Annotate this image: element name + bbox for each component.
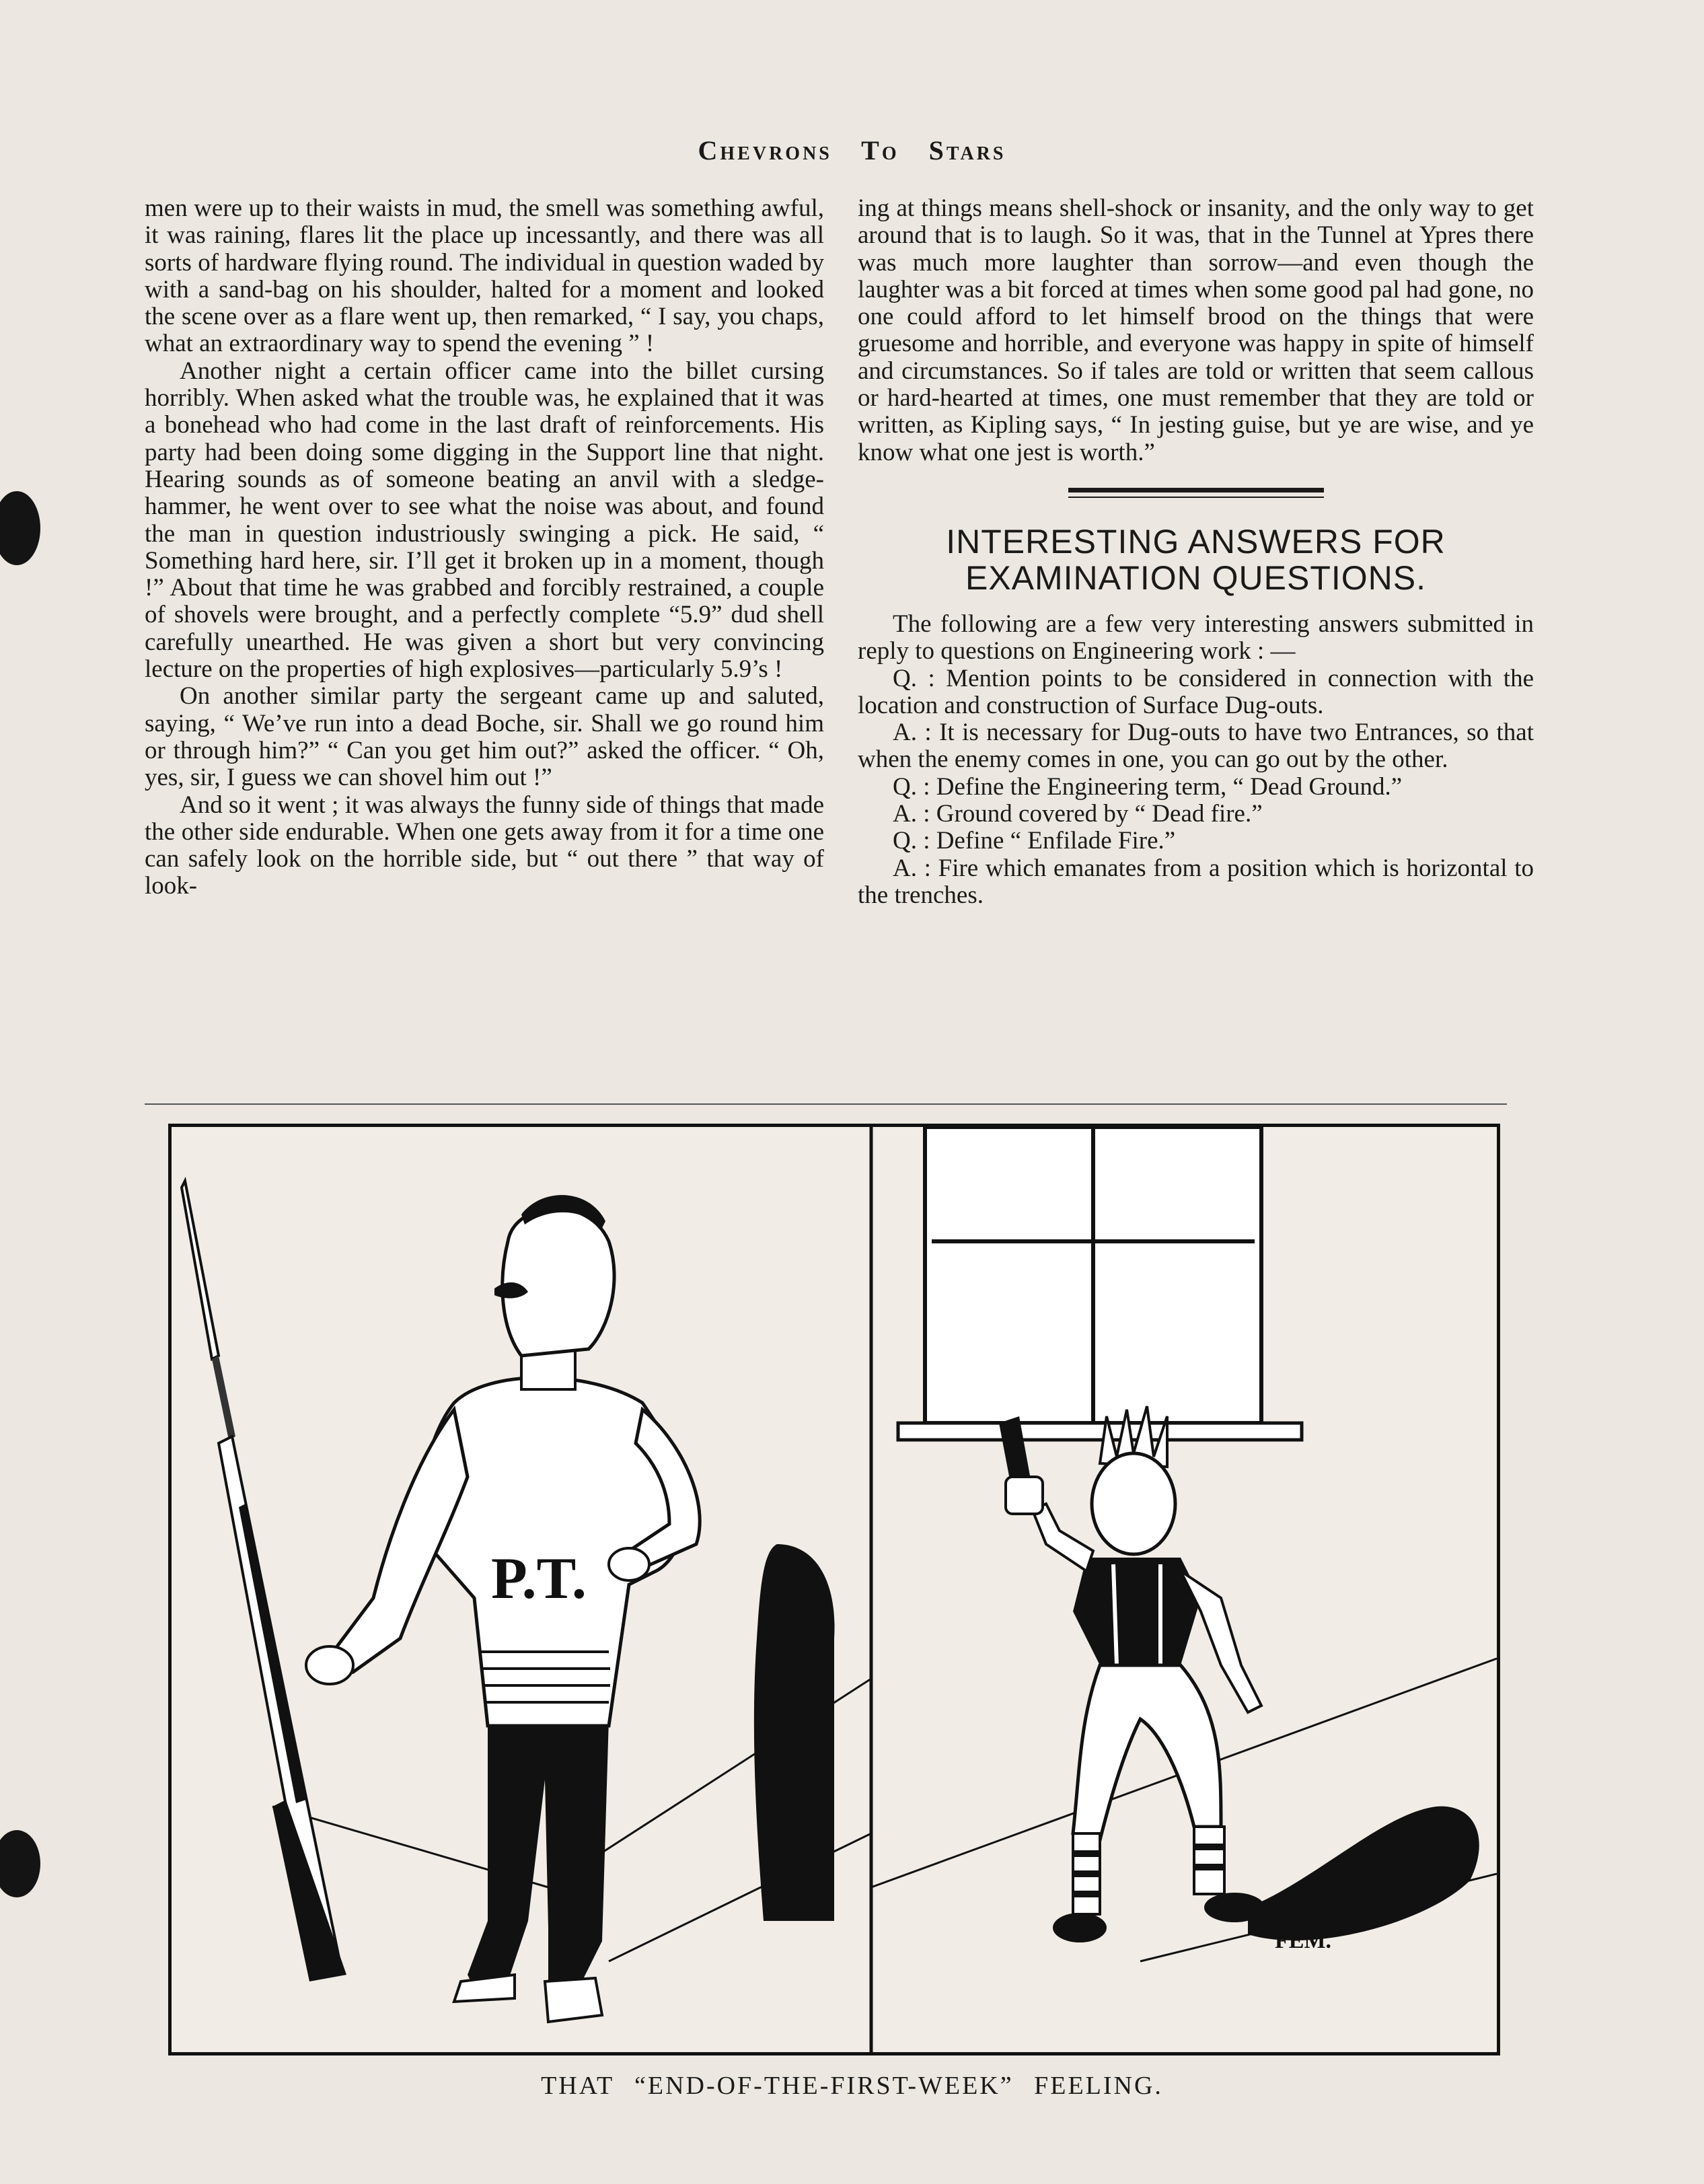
cartoon-caption: THAT “END-OF-THE-FIRST-WEEK” FEELING. — [541, 2072, 1163, 2100]
section-title-line-2: EXAMINATION QUESTIONS. — [965, 558, 1427, 597]
left-paragraph-4: And so it went ; it was always the funny side of things that made the other side endurable. When one gets away from it for a time one can safely look on the horrible side, but “ out there ” that way of look- — [145, 791, 824, 900]
right-column — [858, 195, 1534, 909]
running-head: Chevrons To Stars — [698, 135, 1006, 166]
qa-item: A. : Fire which emanates from a position which is horizontal to the trenches. — [858, 854, 1534, 909]
shirt-lettering: P.T. — [491, 1546, 587, 1611]
left-column — [145, 195, 824, 900]
qa-item: A. : Ground covered by “ Dead fire.” — [893, 800, 1263, 828]
cartoon-illustration — [168, 1124, 1500, 2055]
left-paragraph-2: Another night a certain officer came into the billet cursing horribly. When asked what the trouble was, he explained that it was a bonehead who had come in the last draft of reinforcements. His party had been doing some digging in the Support line that night. Hearing sounds as of someone beating an anvil with a sledge-hammer, he went over to see what the noise was about, and found the man in question industriously swinging a pick. He said, “ Something hard here, sir. I’ll get it broken up in a moment, though !” About that time he was grabbed and forcibly restrained, a couple of shovels were brought, and a perfectly complete “5.9” dud shell carefully unearthed. He was given a short but very convincing lecture on the properties of high explosives—particularly 5.9’s ! — [145, 357, 824, 684]
column-bottom-rule — [145, 1103, 1507, 1105]
qa-item: Q. : Define the Engineering term, “ Dead Ground.” — [893, 772, 1403, 801]
left-panel-soldier — [182, 1181, 871, 2022]
section-title-line-1: INTERESTING ANSWERS FOR — [946, 522, 1446, 560]
artist-signature: FEM. — [1275, 1928, 1332, 1953]
left-paragraph-1: men were up to their waists in mud, the smell was something awful, it was raining, flares lit the place up incessantly, and there was all sorts of hardware flying round. The individual in question waded by with a sand-bag on his shoulder, halted for a moment and looked the scene over as a flare went up, then remarked, “ I say, you chaps, what an extraordinary way to spend the evening ” ! — [145, 194, 824, 358]
left-paragraph-3: On another similar party the sergeant came up and saluted, saying, “ We’ve run into a dead Boche, sir. Shall we go round him or through him?” “ Can you get him out?” asked the officer. “ Oh, yes, sir, I guess we can shovel him out !” — [145, 682, 824, 792]
section-intro: The following are a few very interesting answers submitted in reply to questions on Engineering work : — — [858, 610, 1534, 665]
right-paragraph-intro: ing at things means shell-shock or insanity, and the only way to get around that is to laugh. So it was, that in the Tunnel at Ypres there was much more laughter than sorrow—and even though the laughter was a bit forced at times when some good pal had gone, no one could afford to let himself brood on the things that were gruesome and horrible, and everyone was happy in spite of himself and circumstances. So if tales are told or written that seem callous or hard-hearted at times, one must remember that they are told or written, as Kipling says, “ In jesting guise, but ye are wise, and ye know what one jest is worth.” — [858, 194, 1534, 466]
qa-item: Q. : Define “ Enfilade Fire.” — [893, 827, 1176, 855]
qa-item: A. : It is necessary for Dug-outs to have two Entrances, so that when the enemy comes in one, you can go out by the other. — [858, 719, 1534, 774]
section-title — [858, 523, 1534, 596]
section-divider — [1068, 488, 1324, 498]
qa-item: Q. : Mention points to be considered in connection with the location and construction of Surface Dug-outs. — [858, 664, 1534, 719]
binder-hole-bottom — [0, 1830, 40, 1897]
cartoon-drawing — [172, 1127, 1497, 2052]
right-panel-boy — [871, 1127, 1497, 1961]
binder-hole-top — [0, 491, 40, 565]
